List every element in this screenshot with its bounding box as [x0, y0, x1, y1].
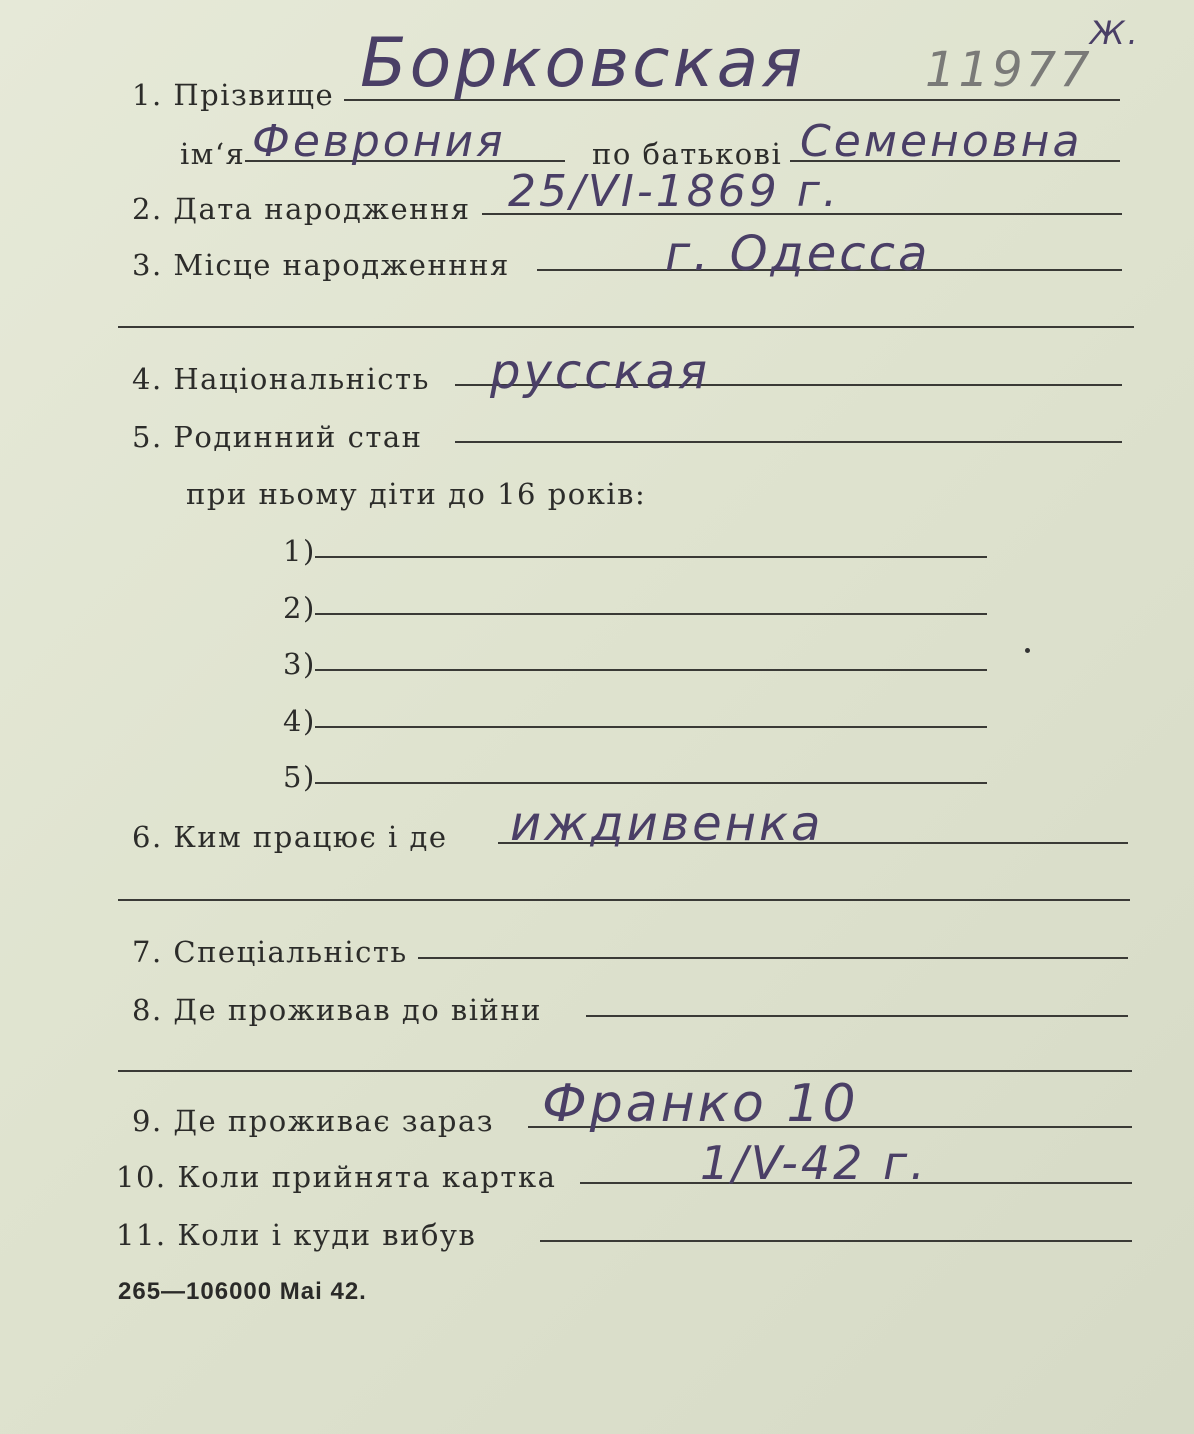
label-current-residence: 9. Де проживає зараз — [132, 1104, 495, 1138]
label-patronymic: по батькові — [592, 137, 783, 171]
card-date-value: 1/V-42 г. — [700, 1136, 928, 1190]
patronymic-value: Семеновна — [800, 116, 1083, 167]
birth-place-value: г. Одесса — [665, 226, 931, 282]
record-number: 11977 — [925, 42, 1093, 98]
ink-dot — [1025, 648, 1030, 653]
label-specialty: 7. Спеціальність — [132, 935, 408, 969]
occupation-line-2 — [118, 899, 1130, 901]
child-1-line — [315, 556, 987, 558]
prewar-residence-line — [586, 1015, 1128, 1017]
child-4-line — [315, 726, 987, 728]
label-occupation: 6. Ким працює і де — [132, 820, 448, 854]
child-5-line — [315, 782, 987, 784]
surname-value: Борковская — [360, 24, 806, 103]
birth-place-line-2 — [118, 326, 1134, 328]
prewar-residence-line-2 — [118, 1070, 1132, 1072]
child-3-line — [315, 669, 987, 671]
label-departure: 11. Коли і куди вибув — [116, 1218, 477, 1252]
nationality-value: русская — [490, 344, 710, 400]
child-4-label: 4) — [283, 704, 316, 738]
departure-line — [540, 1240, 1132, 1242]
label-prewar-residence: 8. Де проживав до війни — [132, 993, 542, 1027]
current-residence-value: Франко 10 — [542, 1074, 859, 1134]
label-first-name: ім‘я — [180, 137, 246, 171]
specialty-line — [418, 957, 1128, 959]
label-marital-status: 5. Родинний стан — [132, 420, 423, 454]
label-birth-date: 2. Дата народження — [132, 192, 471, 226]
child-3-label: 3) — [283, 647, 316, 681]
corner-mark: Ж. — [1090, 14, 1141, 52]
child-5-label: 5) — [283, 760, 316, 794]
first-name-value: Феврония — [252, 116, 506, 167]
label-card-date: 10. Коли прийнята картка — [116, 1160, 557, 1194]
label-nationality: 4. Національність — [132, 362, 430, 396]
marital-status-line — [455, 441, 1122, 443]
child-1-label: 1) — [283, 534, 316, 568]
child-2-label: 2) — [283, 591, 316, 625]
print-code: 265—106000 Mai 42. — [118, 1278, 367, 1305]
birth-date-value: 25/VI-1869 г. — [508, 166, 840, 217]
label-children: при ньому діти до 16 років: — [186, 477, 647, 511]
label-surname: 1. Прізвище — [132, 78, 335, 112]
occupation-value: иждивенка — [510, 796, 824, 852]
label-birth-place: 3. Місце народженння — [132, 248, 510, 282]
child-2-line — [315, 613, 987, 615]
